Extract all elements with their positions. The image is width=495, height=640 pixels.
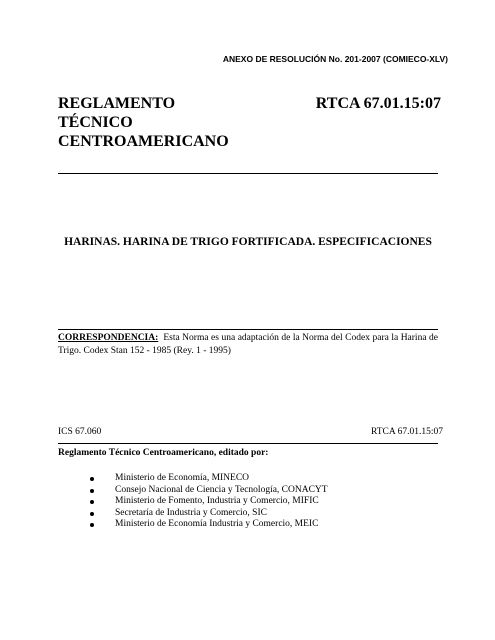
- divider-bottom: [58, 443, 438, 444]
- bullet-icon: [90, 512, 94, 516]
- list-item: Ministerio de Economía Industria y Comercio, MEIC: [88, 519, 328, 531]
- bullet-icon: [90, 523, 94, 527]
- correspondence-label: CORRESPONDENCIA:: [58, 333, 159, 343]
- regulation-title: [58, 94, 229, 151]
- annex-resolution-header: ANEXO DE RESOLUCIÓN No. 201-2007 (COMIECO-XLV): [222, 54, 448, 64]
- bullet-icon: [90, 489, 94, 493]
- correspondence-note: [58, 332, 438, 358]
- divider-top: [58, 173, 438, 174]
- list-item: Ministerio de Fomento, Industria y Comercio, MIFIC: [88, 496, 328, 508]
- ministries-list: [88, 473, 328, 531]
- ics-code: ICS 67.060: [58, 427, 102, 437]
- edited-by-label: Reglamento Técnico Centroamericano, editado por:: [58, 448, 269, 458]
- regulation-title-line1: REGLAMENTO: [58, 95, 176, 112]
- footer-regulation-code: RTCA 67.01.15:07: [370, 427, 443, 437]
- bullet-icon: [90, 500, 94, 504]
- divider-middle: [58, 329, 438, 330]
- list-item: Ministerio de Economía, MINECO: [88, 473, 328, 485]
- list-item: Consejo Nacional de Ciencia y Tecnología, CONACYT: [88, 485, 328, 497]
- regulation-code: RTCA 67.01.15:07: [315, 95, 441, 112]
- list-item: Secretaría de Industria y Comercio, SIC: [88, 508, 328, 520]
- document-subject: HARINAS. HARINA DE TRIGO FORTIFICADA. ESPECIFICACIONES: [64, 236, 432, 248]
- regulation-title-line2: TÉCNICO: [58, 114, 133, 131]
- regulation-title-line3: CENTROAMERICANO: [58, 133, 229, 150]
- correspondence-text: Esta Norma es una adaptación de la Norma del Codex para la Harina de Trigo. Codex Stan 152 - 1985 (Rey. 1 - 1995): [58, 333, 439, 356]
- bullet-icon: [90, 477, 94, 481]
